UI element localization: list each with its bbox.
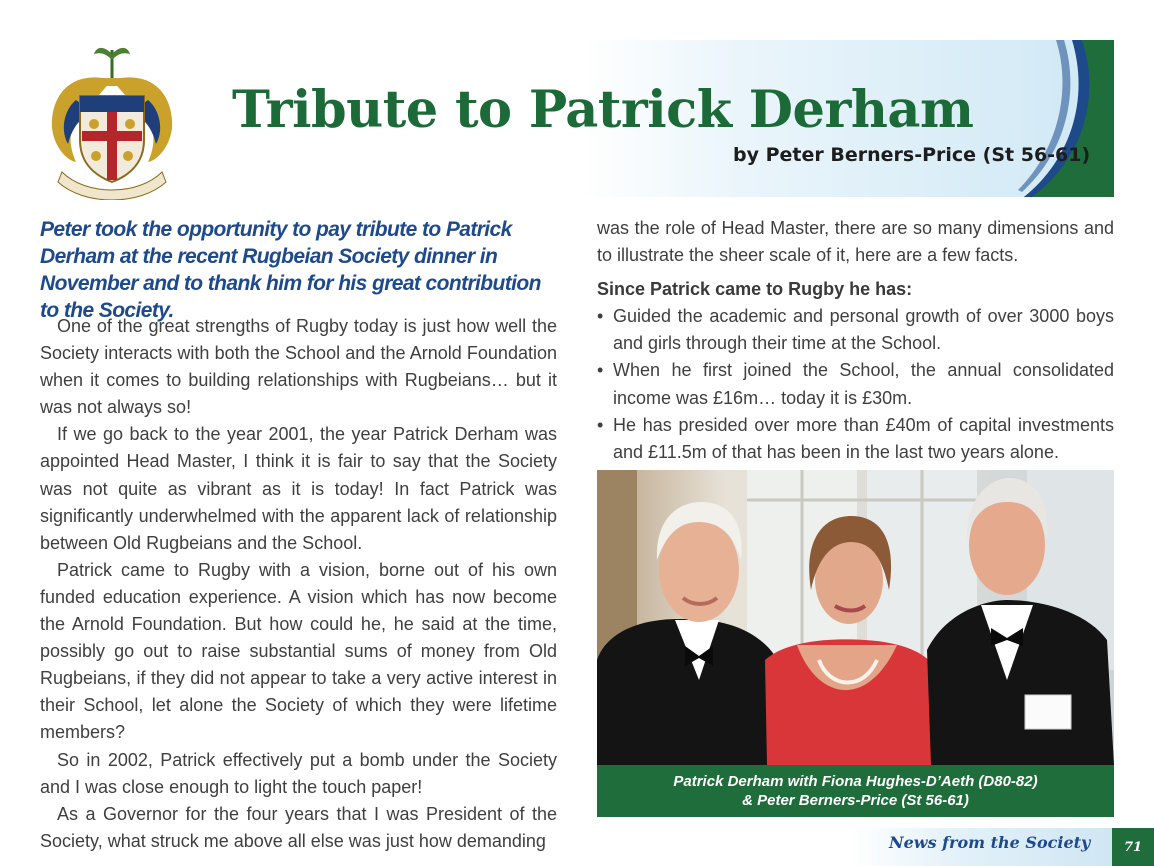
caption-line-2: & Peter Berners-Price (St 56-61) [742,792,969,809]
fact-item: • When he first joined the School, the annual consolidated income was £16m… today it is £30m. [597,357,1114,411]
event-photo-illustration [597,470,1114,765]
body-paragraph: So in 2002, Patrick effectively put a bomb under the Society and I was close enough to light the touch paper! [40,749,557,797]
fact-item: • Guided the academic and personal growth of over 3000 boys and girls through their time at the School. [597,303,1114,357]
event-photo [597,470,1114,765]
facts-heading: Since Patrick came to Rugby he has: [597,279,913,300]
photo-caption [597,765,1114,817]
body-paragraph: If we go back to the year 2001, the year Patrick Derham was appointed Head Master, I think it is fair to say that the Society was not quite as vibrant as it is today! In fact Patrick was significantly underwhelmed with the apparent lack of relationship between Old Rugbeians and the School. [40,424,557,553]
section-name: News from the Society [889,833,1091,852]
right-column [597,215,1114,466]
header-swoosh-decoration [1010,40,1114,197]
body-paragraph: One of the great strengths of Rugby today is just how well the Society interacts with both the School and the Arnold Foundation when it comes to building relationships with Rugbeians… but it was not always so! [40,316,557,418]
facts-list [597,303,1114,466]
school-crest-logo [46,40,178,200]
body-paragraph: As a Governor for the four years that I was President of the Society, what struck me above all else was just how demanding [40,803,557,851]
article-byline: by Peter Berners-Price (St 56-61) [733,144,1091,166]
body-paragraph: Patrick came to Rugby with a vision, borne out of his own funded education experience. A vision which has now become the Arnold Foundation. But how could he, he said at the time, possibly go out to raise substantial sums of money from Old Rugbeians, if they did not appear to take a very active interest in their School, let alone the Society of which they were lifetime members? [40,559,557,743]
continuation-paragraph: was the role of Head Master, there are so many dimensions and to illustrate the sheer scale of it, here are a few facts. [597,218,1114,266]
page-number: 71 [1123,840,1143,855]
caption-line-1: Patrick Derham with Fiona Hughes-D’Aeth (D80-82) [673,773,1038,790]
fact-item: • He has presided over more than £40m of capital investments and £11.5m of that has been in the last two years alone. [597,412,1114,466]
article-title: Tribute to Patrick Derham [232,80,974,140]
page-number-box [1112,828,1154,866]
article-intro: Peter took the opportunity to pay tribute to Patrick Derham at the recent Rugbeian Society dinner in November and to thank him for his great contribution to the Society. [40,218,541,322]
left-column [40,313,557,855]
